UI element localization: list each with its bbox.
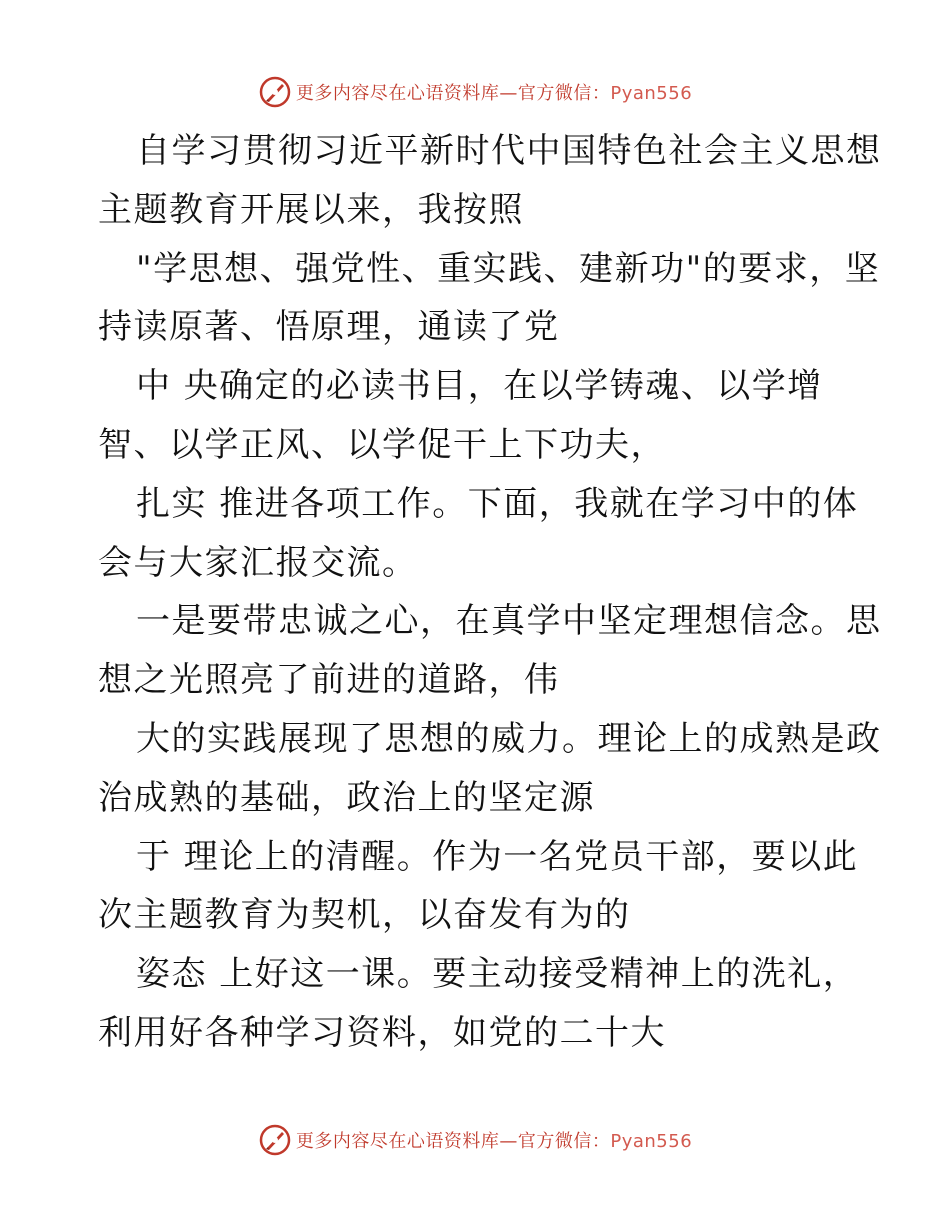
text-line: 持读原著、悟原理，通读了党 xyxy=(98,307,560,348)
text-line: 智、以学正风、以学促干上下功夫， xyxy=(98,424,666,465)
text-line: 于 理论上的清醒。作为一名党员干部，要以此 xyxy=(136,836,859,877)
watermark-text: 更多内容尽在心语资料库—官方微信：Pyan556 xyxy=(295,83,693,104)
text-line: 想之光照亮了前进的道路，伟 xyxy=(98,660,560,701)
text-line: 次主题教育为契机，以奋发有为的 xyxy=(98,895,631,936)
footer-watermark xyxy=(0,1120,950,1160)
text-line: 利用好各种学习资料，如党的二十大 xyxy=(98,1012,666,1053)
text-line: 一是要带忠诚之心，在真学中坚定理想信念。思 xyxy=(136,601,882,642)
text-line: 会与大家汇报交流。 xyxy=(98,542,418,583)
text-line: 姿态 上好这一课。要主动接受精神上的洗礼， xyxy=(136,954,859,995)
text-line: 大的实践展现了思想的威力。理论上的成熟是政 xyxy=(136,718,882,759)
header-watermark xyxy=(0,72,950,112)
watermark-text: 更多内容尽在心语资料库—官方微信：Pyan556 xyxy=(295,1131,693,1152)
text-line: 中 央确定的必读书目，在以学铸魂、以学增 xyxy=(136,366,823,407)
document-body xyxy=(98,122,882,1063)
text-line: 自学习贯彻习近平新时代中国特色社会主义思想 xyxy=(136,131,882,171)
text-line: 扎实 推进各项工作。下面，我就在学习中的体 xyxy=(136,483,859,524)
text-line: "学思想、强党性、重实践、建新功"的要求，坚 xyxy=(136,248,881,289)
text-line: 主题教育开展以来，我按照 xyxy=(98,189,524,230)
text-line: 治成熟的基础，政治上的坚定源 xyxy=(98,777,595,818)
quill-pen-logo-icon xyxy=(258,1123,292,1157)
quill-pen-logo-icon xyxy=(258,75,292,109)
